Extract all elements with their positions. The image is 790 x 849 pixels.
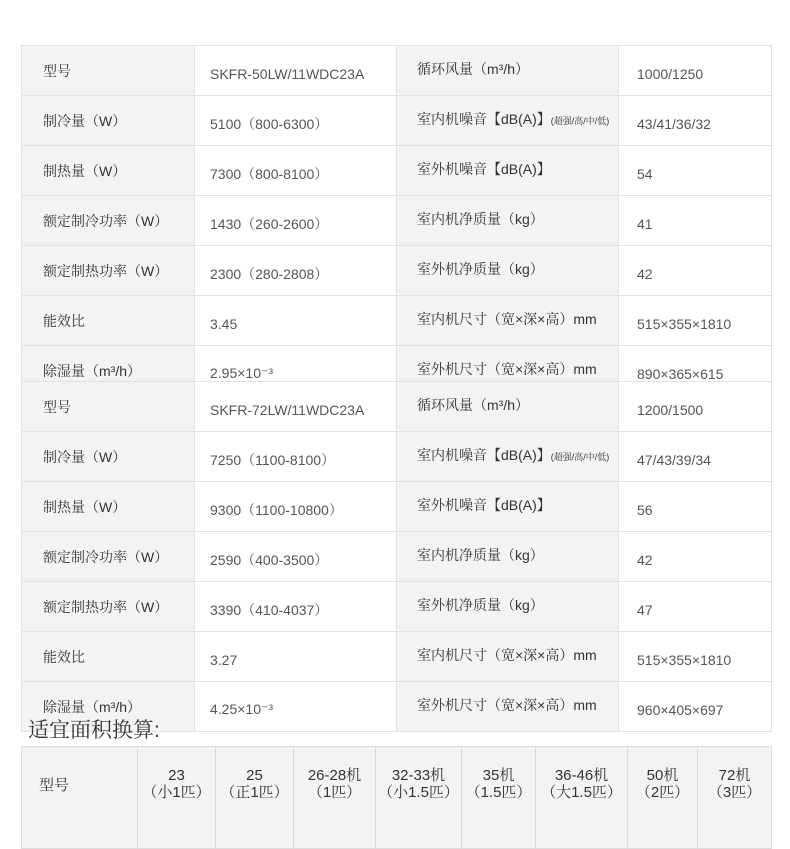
spec-label (22, 96, 195, 146)
spec-label-text: 室外机净质量（kg） (417, 596, 544, 613)
spec-value (619, 146, 772, 196)
spec-table-50 (21, 45, 772, 396)
area-model-horsepower: （1.5匹） (465, 784, 532, 801)
spec-label-text: 能效比 (43, 648, 85, 665)
area-conversion-table (21, 746, 772, 849)
spec-value-text: 960×405×697 (637, 701, 724, 718)
area-model-number: 36-46机 (554, 767, 609, 784)
spec-label-text: 室外机净质量（kg） (417, 260, 544, 277)
spec-value-text: 2.95×10⁻³ (210, 365, 274, 381)
spec-value-text: 47 (637, 601, 653, 618)
spec-label (22, 632, 195, 682)
spec-label (22, 532, 195, 582)
spec-value (195, 482, 397, 532)
spec-label (22, 432, 195, 482)
spec-label-text: 制热量（W） (43, 162, 127, 179)
spec-label-text: 室内机噪音【dB(A)】 (417, 110, 551, 127)
spec-value-text: 42 (637, 265, 653, 282)
spec-value-text: SKFR-72LW/11WDC23A (210, 401, 365, 418)
area-model-horsepower: （小1匹） (142, 784, 211, 801)
spec-label (397, 96, 619, 146)
spec-label (22, 196, 195, 246)
spec-row (22, 532, 772, 582)
area-model-cell (462, 747, 536, 849)
spec-label-text: 除湿量（m³/h） (43, 362, 141, 379)
spec-row (22, 432, 772, 482)
area-head-cell: 型号 (22, 747, 138, 849)
spec-label (22, 382, 195, 432)
spec-value-text: 9300（1100-10800） (210, 501, 343, 518)
spec-label-text: 室外机噪音【dB(A)】 (417, 496, 551, 513)
spec-label (397, 296, 619, 346)
spec-row (22, 96, 772, 146)
spec-label (22, 296, 195, 346)
spec-label-text: 室内机净质量（kg） (417, 210, 544, 227)
spec-value-text: 41 (637, 215, 653, 232)
spec-row (22, 382, 772, 432)
spec-value (195, 582, 397, 632)
spec-value (619, 196, 772, 246)
spec-value (195, 432, 397, 482)
spec-row (22, 582, 772, 632)
area-model-horsepower: （1匹） (307, 784, 362, 801)
spec-value (619, 582, 772, 632)
spec-label-text: 室内机净质量（kg） (417, 546, 544, 563)
spec-label-text: 型号 (43, 62, 71, 79)
spec-value-text: 43/41/36/32 (637, 115, 711, 132)
spec-value-text: 7250（1100-8100） (210, 451, 336, 468)
area-model-number: 50机 (646, 767, 679, 784)
spec-value-text: 2300（280-2808） (210, 265, 329, 282)
spec-label (397, 582, 619, 632)
area-model-number: 32-33机 (391, 767, 446, 784)
spec-label (397, 532, 619, 582)
spec-value (619, 382, 772, 432)
spec-value-text: 47/43/39/34 (637, 451, 711, 468)
spec-label-text: 室内机噪音【dB(A)】 (417, 446, 551, 463)
spec-label (397, 146, 619, 196)
spec-value-text: 4.25×10⁻³ (210, 701, 274, 717)
spec-value-text: 1200/1500 (637, 401, 704, 418)
spec-value-text: 515×355×1810 (637, 651, 732, 668)
spec-label (397, 246, 619, 296)
spec-label-text: 型号 (43, 398, 71, 415)
spec-value (619, 432, 772, 482)
spec-value (619, 682, 772, 732)
spec-label (397, 382, 619, 432)
spec-value (195, 246, 397, 296)
spec-label (22, 246, 195, 296)
spec-value (195, 46, 397, 96)
spec-label (22, 146, 195, 196)
spec-value-text: 3390（410-4037） (210, 601, 329, 618)
spec-label-text: 能效比 (43, 312, 85, 329)
spec-value-text: 42 (637, 551, 653, 568)
spec-label-text: 制热量（W） (43, 498, 127, 515)
spec-label (397, 46, 619, 96)
spec-value-text: SKFR-50LW/11WDC23A (210, 65, 365, 82)
spec-row (22, 196, 772, 246)
spec-label-text: 室外机噪音【dB(A)】 (417, 160, 551, 177)
spec-value-text: 2590（400-3500） (210, 551, 329, 568)
spec-value (195, 682, 397, 732)
area-model-horsepower: （正1匹） (220, 784, 289, 801)
spec-value (619, 46, 772, 96)
area-model-cell (376, 747, 462, 849)
area-model-cell (216, 747, 294, 849)
noise-level-note: (超强/高/中/低) (550, 115, 610, 126)
spec-label-text: 额定制冷功率（W） (43, 548, 169, 565)
spec-label-text: 循环风量（m³/h） (417, 60, 529, 77)
spec-value-text: 3.27 (210, 651, 238, 668)
spec-label-text: 循环风量（m³/h） (417, 396, 529, 413)
area-model-horsepower: （大1.5匹） (541, 784, 622, 801)
area-model-horsepower: （小1.5匹） (378, 784, 459, 801)
spec-label-text: 制冷量（W） (43, 448, 127, 465)
spec-value (619, 246, 772, 296)
spec-label-text: 室外机尺寸（宽×深×高）mm (417, 360, 597, 377)
spec-label (397, 482, 619, 532)
area-model-cell (138, 747, 216, 849)
spec-label (22, 482, 195, 532)
spec-value (195, 632, 397, 682)
spec-value-text: 890×365×615 (637, 365, 724, 382)
spec-label (397, 682, 619, 732)
spec-row (22, 296, 772, 346)
spec-row (22, 482, 772, 532)
spec-row (22, 632, 772, 682)
noise-level-note: (超强/高/中/低) (550, 451, 610, 462)
spec-value-text: 5100（800-6300） (210, 115, 329, 132)
spec-label-text: 额定制热功率（W） (43, 262, 169, 279)
spec-value (195, 382, 397, 432)
spec-value (195, 532, 397, 582)
area-model-horsepower: （3匹） (707, 784, 762, 801)
spec-table-body (22, 46, 772, 396)
area-model-number: 72机 (718, 767, 751, 784)
spec-value (195, 196, 397, 246)
spec-label-text: 额定制冷功率（W） (43, 212, 169, 229)
spec-value-text: 56 (637, 501, 653, 518)
spec-label (397, 432, 619, 482)
spec-label-text: 除湿量（m³/h） (43, 698, 141, 715)
spec-table-body (22, 382, 772, 732)
spec-row (22, 146, 772, 196)
spec-table-72 (21, 381, 772, 732)
area-model-cell (536, 747, 628, 849)
spec-value (195, 296, 397, 346)
area-model-number: 23 (168, 767, 185, 784)
spec-label-text: 室外机尺寸（宽×深×高）mm (417, 696, 597, 713)
area-model-number: 26-28机 (307, 767, 362, 784)
spec-label (397, 632, 619, 682)
area-table-row (22, 747, 772, 849)
spec-row (22, 46, 772, 96)
area-model-cell (698, 747, 772, 849)
spec-label (22, 46, 195, 96)
spec-value (195, 146, 397, 196)
area-model-cell (628, 747, 698, 849)
area-model-number: 25 (246, 767, 263, 784)
area-section-title: 适宜面积换算: (28, 719, 160, 742)
spec-label-text: 制冷量（W） (43, 112, 127, 129)
spec-value (619, 532, 772, 582)
spec-value (619, 632, 772, 682)
spec-label (22, 582, 195, 632)
spec-value-text: 3.45 (210, 315, 238, 332)
spec-value-text: 54 (637, 165, 653, 182)
spec-value-text: 515×355×1810 (637, 315, 732, 332)
area-model-cell (294, 747, 376, 849)
spec-label (397, 196, 619, 246)
spec-value (619, 296, 772, 346)
area-model-number: 35机 (482, 767, 515, 784)
spec-value (195, 96, 397, 146)
spec-label-text: 额定制热功率（W） (43, 598, 169, 615)
spec-value (619, 482, 772, 532)
spec-value-text: 7300（800-8100） (210, 165, 329, 182)
spec-value-text: 1000/1250 (637, 65, 704, 82)
spec-label-text: 室内机尺寸（宽×深×高）mm (417, 646, 597, 663)
spec-value-text: 1430（260-2600） (210, 215, 329, 232)
spec-value (619, 96, 772, 146)
spec-label-text: 室内机尺寸（宽×深×高）mm (417, 310, 597, 327)
spec-row (22, 246, 772, 296)
area-model-horsepower: （2匹） (635, 784, 690, 801)
